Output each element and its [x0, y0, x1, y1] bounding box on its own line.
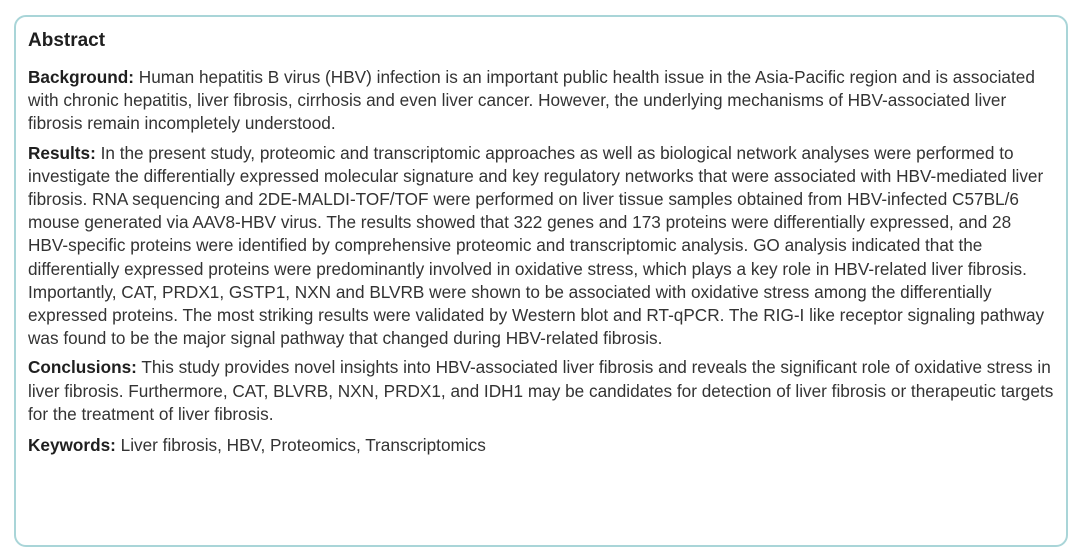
conclusions-text: This study provides novel insights into HBV-associated liver fibrosis and reveals the significant role of oxidative stress in liver fibrosis. Furthermore, CAT, BLVRB, NXN, PRDX1, and IDH1 may be candidates for detection of liver fibrosis or therapeutic targets for the treatment of liver fibrosis. — [28, 357, 1054, 424]
results-label: Results: — [28, 142, 96, 163]
conclusions-section — [28, 356, 1054, 426]
conclusions-label: Conclusions: — [28, 357, 137, 378]
abstract-box — [14, 15, 1068, 547]
keywords-text: Liver fibrosis, HBV, Proteomics, Transcriptomics — [120, 435, 486, 456]
keywords-label: Keywords: — [28, 435, 116, 456]
background-section — [28, 66, 1054, 136]
results-text: In the present study, proteomic and transcriptomic approaches as well as biological network analyses were performed to investigate the differentially expressed molecular signature and key regulatory networks that were associated with HBV-mediated liver fibrosis. RNA sequencing and 2DE-MALDI-TOF/TOF were performed on liver tissue samples obtained from HBV-infected C57BL/6 mouse generated via AAV8-HBV virus. The results showed that 322 genes and 173 proteins were differentially expressed, and 28 HBV-specific proteins were identified by comprehensive proteomic and transcriptomic analysis. GO analysis indicated that the differentially expressed proteins were predominantly involved in oxidative stress, which plays a key role in HBV-related liver fibrosis. Importantly, CAT, PRDX1, GSTP1, NXN and BLVRB were shown to be associated with oxidative stress among the differentially expressed proteins. The most striking results were validated by Western blot and RT-qPCR. The RIG-I like receptor signaling pathway was found to be the major signal pathway that changed during HBV-related fibrosis. — [28, 142, 1045, 349]
background-label: Background: — [28, 67, 134, 87]
background-text: Human hepatitis B virus (HBV) infection is an important public health issue in the Asia-Pacific region and is associated with chronic hepatitis, liver fibrosis, cirrhosis and even liver cancer. However, the underlying mechanisms of HBV-associated liver fibrosis remain incompletely understood. — [28, 67, 1035, 134]
results-section — [28, 142, 1054, 351]
keywords-section — [28, 434, 1054, 457]
abstract-heading: Abstract — [28, 30, 106, 51]
